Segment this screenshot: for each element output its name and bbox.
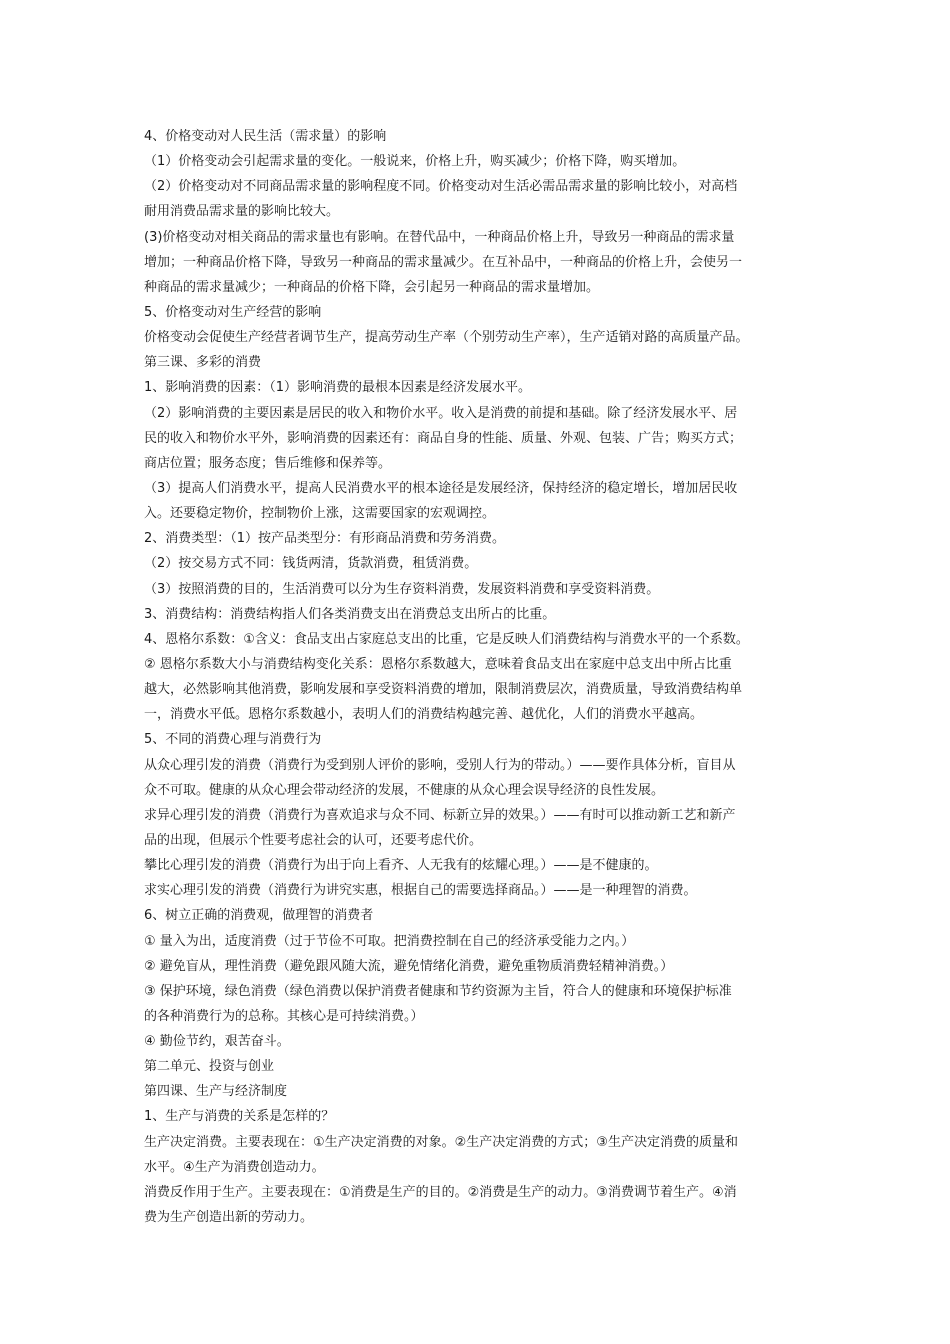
text-line: ④ 勤俭节约，艰苦奋斗。 — [144, 1034, 290, 1050]
text-line: （1）价格变动会引起需求量的变化。一般说来，价格上升，购买减少；价格下降，购买增加。 — [144, 154, 686, 170]
text-line: 品的出现，但展示个性要考虑社会的认可，还要考虑代价。 — [144, 832, 483, 848]
text-line: 耐用消费品需求量的影响比较大。 — [144, 204, 340, 220]
text-line: （3）提高人们消费水平，提高人民消费水平的根本途径是发展经济，保持经济的稳定增长，增加居民收 — [144, 480, 738, 496]
text-line: 民的收入和物价水平外，影响消费的因素还有：商品自身的性能、质量、外观、包装、广告；购买方式； — [144, 430, 743, 446]
text-line: 费为生产创造出新的劳动力。 — [144, 1210, 314, 1226]
text-line: 4、恩格尔系数：①含义：食品支出占家庭总支出的比重，它是反映人们消费结构与消费水平的一个系数。 — [144, 631, 749, 647]
text-line: 价格变动会促使生产经营者调节生产，提高劳动生产率（个别劳动生产率），生产适销对路的高质量产品。 — [144, 330, 749, 346]
text-line: 水平。④生产为消费创造动力。 — [144, 1159, 325, 1175]
text-line: 第二单元、投资与创业 — [144, 1059, 275, 1075]
text-line: 4、价格变动对人民生活（需求量）的影响 — [144, 129, 387, 144]
text-line: 入。还要稳定物价，控制物价上涨，这需要国家的宏观调控。 — [144, 506, 496, 522]
text-line: （3）按照消费的目的，生活消费可以分为生存资料消费，发展资料消费和享受资料消费。 — [144, 581, 660, 597]
text-line: 的各种消费行为的总称。其核心是可持续消费。） — [144, 1008, 424, 1024]
text-line: 生产决定消费。主要表现在：①生产决定消费的对象。②生产决定消费的方式；③生产决定消费的质量和 — [144, 1134, 738, 1150]
text-line: 一，消费水平低。恩格尔系数越小，表明人们的消费结构越完善、越优化，人们的消费水平越高。 — [144, 707, 704, 723]
text-line: ② 恩格尔系数大小与消费结构变化关系：恩格尔系数越大，意味着食品支出在家庭中总支出中所占比重 — [144, 656, 732, 672]
text-line: 3、消费结构：消费结构指人们各类消费支出在消费总支出所占的比重。 — [144, 606, 556, 622]
text-line: （2）价格变动对不同商品需求量的影响程度不同。价格变动对生活必需品需求量的影响比较小，对高档 — [144, 179, 738, 195]
text-line: 第四课、生产与经济制度 — [144, 1084, 288, 1100]
text-line: 攀比心理引发的消费（消费行为出于向上看齐、人无我有的炫耀心理。）——是不健康的。 — [144, 858, 658, 874]
text-line: 5、价格变动对生产经营的影响 — [144, 304, 322, 320]
text-line: (3)价格变动对相关商品的需求量也有影响。在替代品中，一种商品价格上升，导致另一种商品的需求量 — [144, 229, 735, 245]
text-line: 1、生产与消费的关系是怎样的？ — [144, 1109, 335, 1125]
text-line: ② 避免盲从，理性消费（避免跟风随大流，避免情绪化消费，避免重物质消费轻精神消费。） — [144, 958, 674, 974]
text-line: 6、树立正确的消费观，做理智的消费者 — [144, 908, 374, 924]
text-line: 第三课、多彩的消费 — [144, 355, 262, 371]
text-line: 从众心理引发的消费（消费行为受到别人评价的影响，受别人行为的带动。）——要作具体分析，盲目从 — [144, 757, 736, 773]
text-line: 商店位置；服务态度；售后维修和保养等。 — [144, 455, 392, 471]
text-line: 种商品的需求量减少；一种商品的价格下降，会引起另一种商品的需求量增加。 — [144, 279, 600, 295]
text-line: 求实心理引发的消费（消费行为讲究实惠，根据自己的需要选择商品。）——是一种理智的消费。 — [144, 883, 697, 899]
text-line: 增加；一种商品价格下降，导致另一种商品的需求量减少。在互补品中，一种商品的价格上升，会使另一 — [144, 254, 743, 270]
text-line: （2）影响消费的主要因素是居民的收入和物价水平。收入是消费的前提和基础。除了经济发展水平、居 — [144, 405, 738, 421]
text-line: 越大，必然影响其他消费，影响发展和享受资料消费的增加，限制消费层次，消费质量，导致消费结构单 — [144, 682, 743, 698]
text-line: 求异心理引发的消费（消费行为喜欢追求与众不同、标新立异的效果。）——有时可以推动新工艺和新产 — [144, 807, 736, 823]
text-line: ① 量入为出，适度消费（过于节俭不可取。把消费控制在自己的经济承受能力之内。） — [144, 933, 635, 949]
text-line: 众不可取。健康的从众心理会带动经济的发展，不健康的从众心理会误导经济的良性发展。 — [144, 782, 665, 798]
text-line: （2）按交易方式不同：钱货两清，货款消费，租赁消费。 — [144, 556, 478, 572]
text-line: 5、不同的消费心理与消费行为 — [144, 732, 322, 748]
text-line: 消费反作用于生产。主要表现在：①消费是生产的目的。②消费是生产的动力。③消费调节着生产。④消 — [144, 1184, 737, 1200]
text-line: 2、消费类型：（1）按产品类型分：有形商品消费和劳务消费。 — [144, 531, 506, 547]
text-line: ③ 保护环境，绿色消费（绿色消费以保护消费者健康和节约资源为主旨，符合人的健康和环境保护标准 — [144, 983, 732, 999]
document-page — [144, 124, 834, 1230]
text-line: 1、影响消费的因素：（1）影响消费的最根本因素是经济发展水平。 — [144, 380, 532, 396]
